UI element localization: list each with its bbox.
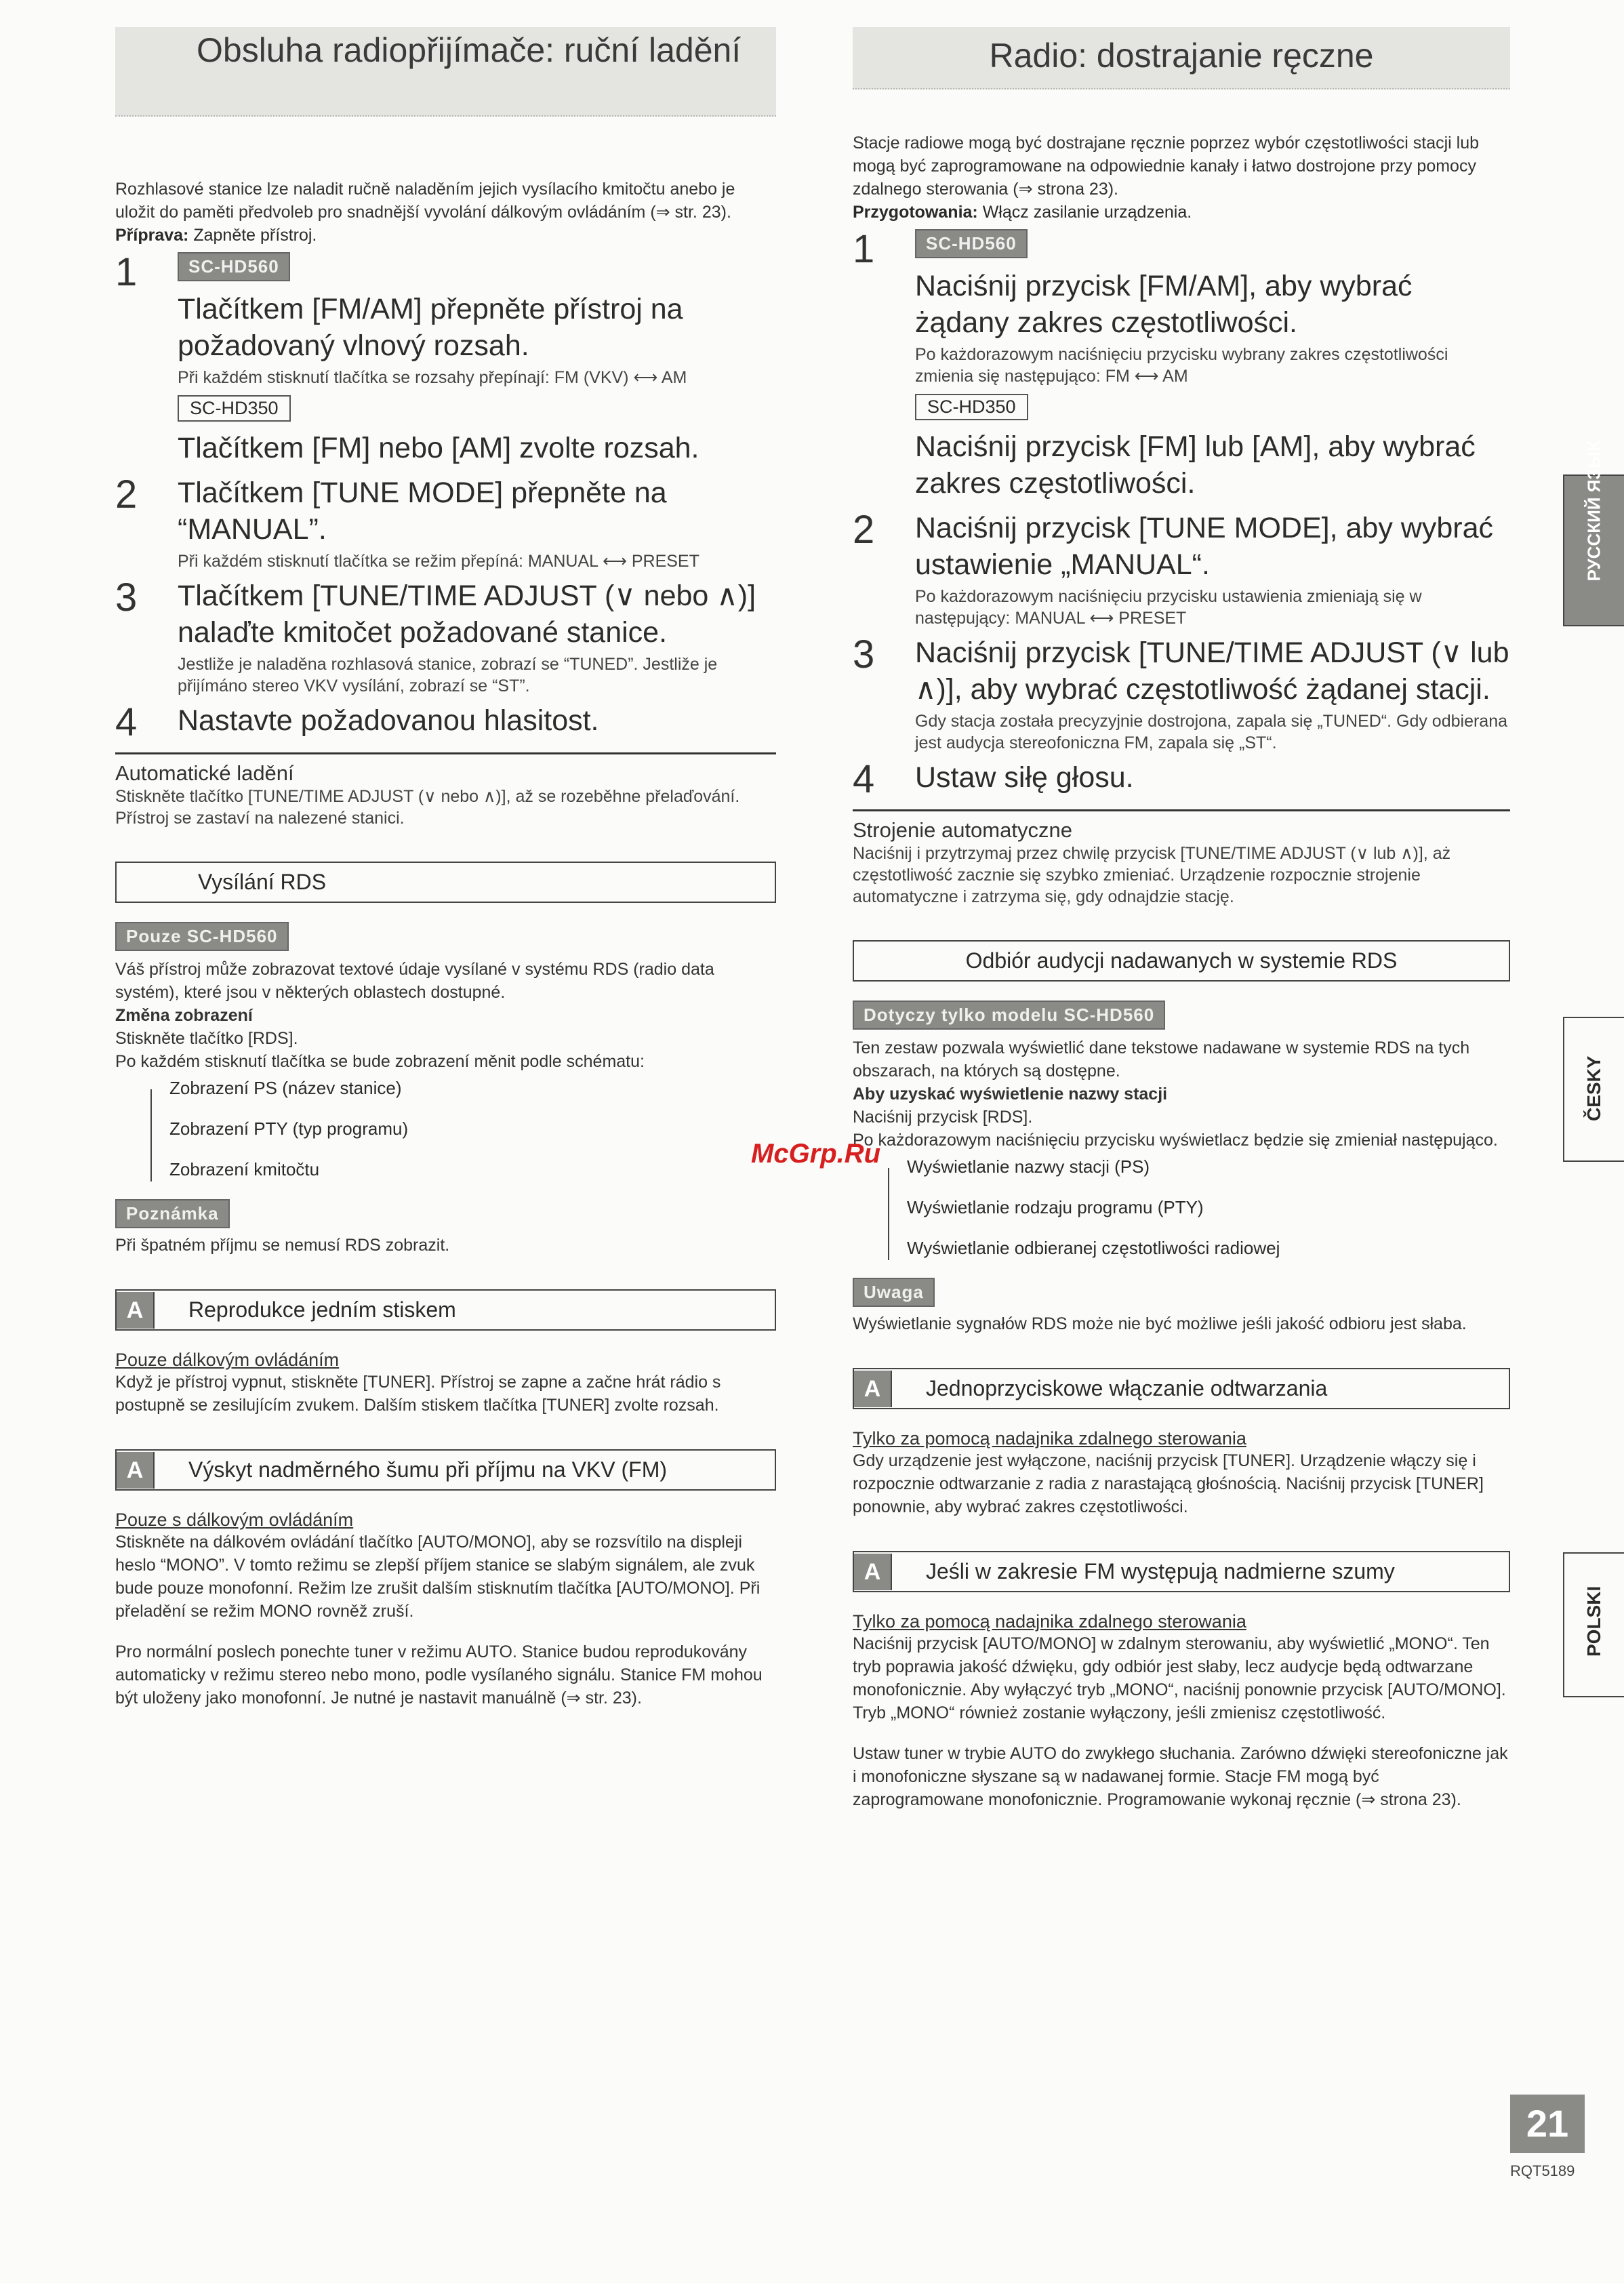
cz-title: Obsluha radiopřijímače: ruční ladění <box>115 27 776 117</box>
cz-a1-label: Reprodukce jedním stiskem <box>188 1297 456 1322</box>
pl-step1-title: Naciśnij przycisk [FM/AM], aby wybrać żądany zakres częstotliwości. <box>915 270 1413 339</box>
cz-step-2: 2 Tlačítkem [TUNE MODE] přepněte na “MANUAL”. Při každém stisknutí tlačítka se režim přepíná: MANUAL ⟷ PRESET <box>115 474 776 572</box>
cz-auto-heading: Automatické ladění <box>115 761 294 785</box>
pl-step2-title: Naciśnij przycisk [TUNE MODE], aby wybrać ustawienie „MANUAL“. <box>915 512 1493 581</box>
cz-a1-badge: A <box>117 1292 155 1329</box>
pl-step3-note: Gdy stacja została precyzyjnie dostrojona, zapala się „TUNED“. Gdy odbierana jest audycja stereofoniczna FM, zapala się „ST“. <box>915 712 1508 752</box>
cz-step1-box: SC-HD350 <box>178 395 291 422</box>
pl-rds-frame: Odbiór audycji nadawanych w systemie RDS <box>853 940 1510 982</box>
pl-a2-text2: Ustaw tuner w trybie AUTO do zwykłego słuchania. Zarówno dźwięki stereofoniczne jak i monofoniczne słyszane są w nadawanej formie. Stacje FM mogą być zaprogramowane monofonicznie. Programowanie wykonaj ręcznie (⇒ strona 23). <box>853 1744 1508 1809</box>
cz-rds-change-heading: Změna zobrazení <box>115 1006 253 1025</box>
cz-intro: Rozhlasové stanice lze naladit ručně naladěním jejich vysílacího kmitočtu anebo je uložit do paměti předvoleb pro snadnější vyvolání dálkovým ovládáním (⇒ str. 23). <box>115 180 735 222</box>
doc-code: RQT5189 <box>1510 2162 1575 2179</box>
pl-rds-change-heading: Aby uzyskać wyświetlenie nazwy stacji <box>853 1085 1168 1104</box>
pl-step-4: 4 Ustaw siłę głosu. <box>853 759 1510 800</box>
watermark: McGrp.Ru <box>751 1139 881 1169</box>
cz-a1-text: Když je přístroj vypnut, stiskněte [TUNER]. Přístroj se zapne a začne hrát rádio s postupně se zesilujícím zvukem. Dalším stiskem tlačítka [TUNER] zvolte rozsah. <box>115 1373 721 1415</box>
pl-auto-heading: Strojenie automatyczne <box>853 818 1072 842</box>
cz-flow-2: Zobrazení PTY (typ programu) <box>169 1118 409 1139</box>
cz-step3-note: Jestliže je naladěna rozhlasová stanice, zobrazí se “TUNED”. Jestliže je přijímáno stereo VKV vysílání, zobrazí se “ST”. <box>178 655 718 695</box>
pl-a2-label: Jeśli w zakresie FM występują nadmierne szumy <box>926 1559 1395 1583</box>
cz-step1-note: Při každém stisknutí tlačítka se rozsahy přepínají: FM (VKV) ⟷ AM <box>178 368 687 387</box>
cz-step-3: 3 Tlačítkem [TUNE/TIME ADJUST (∨ nebo ∧)] nalaďte kmitočet požadované stanice. Jestliže je naladěna rozhlasová stanice, zobrazí se “TUNED”. Jestliže je přijímáno stereo VKV vysílání, zobrazí se “ST”. <box>115 578 776 697</box>
pl-a2-text1: Naciśnij przycisk [AUTO/MONO] w zdalnym sterowaniu, aby wyświetlić „MONO“. Ten tryb poprawia jakość dźwięku, gdy odbiór jest słaby, lecz audycje będą odtwarzane monofonicznie. Aby wyłączyć tryb „MONO“, naciśnij ponownie przycisk [AUTO/MONO]. Tryb „MONO“ również zostanie wyłączony, jeśli zmienisz częstotliwość. <box>853 1634 1506 1722</box>
flow-line <box>888 1168 889 1260</box>
cz-flow-3: Zobrazení kmitočtu <box>169 1159 320 1179</box>
pl-rds-text: Ten zestaw pozwala wyświetlić dane tekstowe nadawane w systemie RDS na tych obszarach, na których są dostępne. <box>853 1038 1470 1080</box>
tab-czech: ČESKY <box>1563 1017 1624 1162</box>
pl-flow-1: Wyświetlanie nazwy stacji (PS) <box>907 1156 1150 1177</box>
pl-note-badge: Uwaga <box>853 1278 935 1307</box>
cz-rds-frame: Vysílání RDS <box>115 862 776 903</box>
pl-auto-text: Naciśnij i przytrzymaj przez chwilę przycisk [TUNE/TIME ADJUST (∨ lub ∧)], aż częstotliwość zacznie się szybko zmieniać. Urządzenie rozpocznie strojenie automatyczne i zatrzyma się, gdy odnajdzie stację. <box>853 844 1451 906</box>
cz-a1-frame <box>115 1289 776 1331</box>
cz-rds-text: Váš přístroj může zobrazovat textové údaje vysílané v systému RDS (radio data systém), které jsou v některých oblastech dostupné. <box>115 960 714 1002</box>
cz-a2-badge: A <box>117 1452 155 1489</box>
cz-step1-badge: SC-HD560 <box>178 252 290 281</box>
cz-step2-note: Při každém stisknutí tlačítka se režim přepíná: MANUAL ⟷ PRESET <box>178 552 699 571</box>
cz-step4-title: Nastavte požadovanou hlasitost. <box>178 704 599 737</box>
cz-step1-title: Tlačítkem [FM/AM] přepněte přístroj na požadovaný vlnový rozsah. <box>178 293 683 362</box>
pl-title: Radio: dostrajanie ręczne <box>853 27 1510 89</box>
pl-step1-box: SC-HD350 <box>915 394 1028 420</box>
pl-intro: Stacje radiowe mogą być dostrajane ręcznie poprzez wybór częstotliwości stacji lub mogą być zaprogramowane na odpowiednie kanały i łatwo dostrojone przy pomocy zdalnego sterowania (⇒ strona 23). <box>853 134 1480 199</box>
cz-auto-text: Stiskněte tlačítko [TUNE/TIME ADJUST (∨ nebo ∧)], až se rozeběhne přelaďování. Přístroj se zastaví na nalezené stanici. <box>115 787 740 828</box>
flow-line <box>150 1089 152 1181</box>
cz-prep: Příprava: Zapněte přístroj. <box>115 226 317 245</box>
czech-column <box>115 27 776 1710</box>
cz-rds-badge: Pouze SC-HD560 <box>115 922 289 951</box>
pl-rule <box>853 809 1510 811</box>
cz-note-badge: Poznámka <box>115 1199 230 1228</box>
cz-note-text: Při špatném příjmu se nemusí RDS zobrazit. <box>115 1236 450 1255</box>
cz-a2-sub: Pouze s dálkovým ovládáním <box>115 1510 354 1530</box>
pl-a2-sub: Tylko za pomocą nadajnika zdalnego sterowania <box>853 1611 1246 1632</box>
cz-step1b-title: Tlačítkem [FM] nebo [AM] zvolte rozsah. <box>178 432 699 464</box>
cz-rds-change-t2: Po každém stisknutí tlačítka se bude zobrazení měnit podle schématu: <box>115 1052 645 1071</box>
pl-step-2: 2 Naciśnij przycisk [TUNE MODE], aby wybrać ustawienie „MANUAL“. Po każdorazowym naciśnięciu przycisku ustawienia zmieniają się w następujący: MANUAL ⟷ PRESET <box>853 510 1510 629</box>
pl-rds-flow <box>907 1156 1510 1259</box>
tab-russian: РУССКИЙ ЯЗЫК <box>1563 474 1624 626</box>
cz-step-1: 1 SC-HD560 Tlačítkem [FM/AM] přepněte přístroj na požadovaný vlnový rozsah. Při každém stisknutí tlačítka se rozsahy přepínají: FM (VKV) ⟷ AM SC-HD350 Tlačítkem [FM] nebo [AM] zvolte rozsah. <box>115 252 776 469</box>
pl-a1-sub: Tylko za pomocą nadajnika zdalnego sterowania <box>853 1428 1246 1449</box>
pl-step1b-title: Naciśnij przycisk [FM] lub [AM], aby wybrać zakres częstotliwości. <box>915 430 1476 500</box>
cz-a2-text1: Stiskněte na dálkovém ovládání tlačítko [AUTO/MONO], aby se rozsvítilo na displeji heslo “MONO”. V tomto režimu se zlepší příjem stanice se slabým signálem, ale zvuk bude pouze monofonní. Režim lze zrušit dalším stisknutím tlačítka [AUTO/MONO]. Při přeladění se režim MONO rovněž zruší. <box>115 1533 760 1621</box>
pl-flow-2: Wyświetlanie rodzaju programu (PTY) <box>907 1197 1204 1217</box>
page-number: 21 <box>1510 2095 1585 2153</box>
pl-rds-change-t1: Naciśnij przycisk [RDS]. <box>853 1108 1033 1127</box>
cz-rds-change-t1: Stiskněte tlačítko [RDS]. <box>115 1029 298 1048</box>
cz-step2-title: Tlačítkem [TUNE MODE] přepněte na “MANUAL”. <box>178 477 667 546</box>
pl-a1-badge: A <box>854 1371 892 1407</box>
cz-flow-1: Zobrazení PS (název stanice) <box>169 1078 402 1098</box>
cz-step3-title: Tlačítkem [TUNE/TIME ADJUST (∨ nebo ∧)] nalaďte kmitočet požadované stanice. <box>178 580 756 649</box>
pl-rds-badge: Dotyczy tylko modelu SC-HD560 <box>853 1001 1165 1030</box>
pl-a1-text: Gdy urządzenie jest wyłączone, naciśnij przycisk [TUNER]. Urządzenie włączy się i rozpocznie odtwarzanie z radia z narastającą głośnością. Naciśnij przycisk [TUNER] ponownie, aby wybrać zakres częstotliwości. <box>853 1451 1484 1516</box>
cz-a2-text2: Pro normální poslech ponechte tuner v režimu AUTO. Stanice budou reprodukovány automaticky v režimu stereo nebo mono, podle vysílaného signálu. Stanice FM mohou být uloženy jako monofonní. Je nutné je nastavit manuálně (⇒ str. 23). <box>115 1642 763 1708</box>
pl-a1-label: Jednoprzyciskowe włączanie odtwarzania <box>926 1376 1328 1400</box>
tab-polish: POLSKI <box>1563 1552 1624 1697</box>
cz-rule <box>115 752 776 754</box>
pl-a1-frame <box>853 1368 1510 1409</box>
pl-rds-change-t2: Po każdorazowym naciśnięciu przycisku wyświetlacz będzie się zmieniał następująco. <box>853 1131 1498 1150</box>
cz-step-4: 4 Nastavte požadovanou hlasitost. <box>115 702 776 743</box>
pl-step-3: 3 Naciśnij przycisk [TUNE/TIME ADJUST (∨ lub ∧)], aby wybrać częstotliwość żądanej stacji. Gdy stacja została precyzyjnie dostrojona, zapala się „TUNED“. Gdy odbierana jest audycja stereofoniczna FM, zapala się „ST“. <box>853 632 1509 752</box>
pl-prep: Przygotowania: Włącz zasilanie urządzenia. <box>853 203 1192 222</box>
pl-a2-badge: A <box>854 1554 892 1590</box>
pl-step2-note: Po każdorazowym naciśnięciu przycisku ustawienia zmieniają się w następujący: MANUAL ⟷ PRESET <box>915 587 1422 628</box>
pl-step3-title: Naciśnij przycisk [TUNE/TIME ADJUST (∨ lub ∧)], aby wybrać częstotliwość żądanej stacji. <box>915 637 1509 706</box>
cz-a1-sub: Pouze dálkovým ovládáním <box>115 1350 340 1370</box>
pl-step1-note: Po każdorazowym naciśnięciu przycisku wybrany zakres częstotliwości zmienia się następująco: FM ⟷ AM <box>915 345 1448 386</box>
polish-column <box>853 27 1510 1811</box>
pl-step1-badge: SC-HD560 <box>915 229 1028 258</box>
pl-step-1: 1 SC-HD560 Naciśnij przycisk [FM/AM], aby wybrać żądany zakres częstotliwości. Po każdorazowym naciśnięciu przycisku wybrany zakres częstotliwości zmienia się następująco: FM ⟷ AM SC-HD350 Naciśnij przycisk [FM] lub [AM], aby wybrać zakres częstotliwości. <box>853 229 1510 504</box>
pl-note-text: Wyświetlanie sygnałów RDS może nie być możliwe jeśli jakość odbioru jest słaba. <box>853 1314 1467 1333</box>
cz-rds-flow <box>169 1077 776 1180</box>
pl-flow-3: Wyświetlanie odbieranej częstotliwości radiowej <box>907 1238 1280 1258</box>
pl-step4-title: Ustaw siłę głosu. <box>915 761 1134 794</box>
cz-a2-frame <box>115 1449 776 1491</box>
cz-a2-label: Výskyt nadměrného šumu při příjmu na VKV (FM) <box>188 1457 668 1482</box>
pl-a2-frame <box>853 1551 1510 1592</box>
